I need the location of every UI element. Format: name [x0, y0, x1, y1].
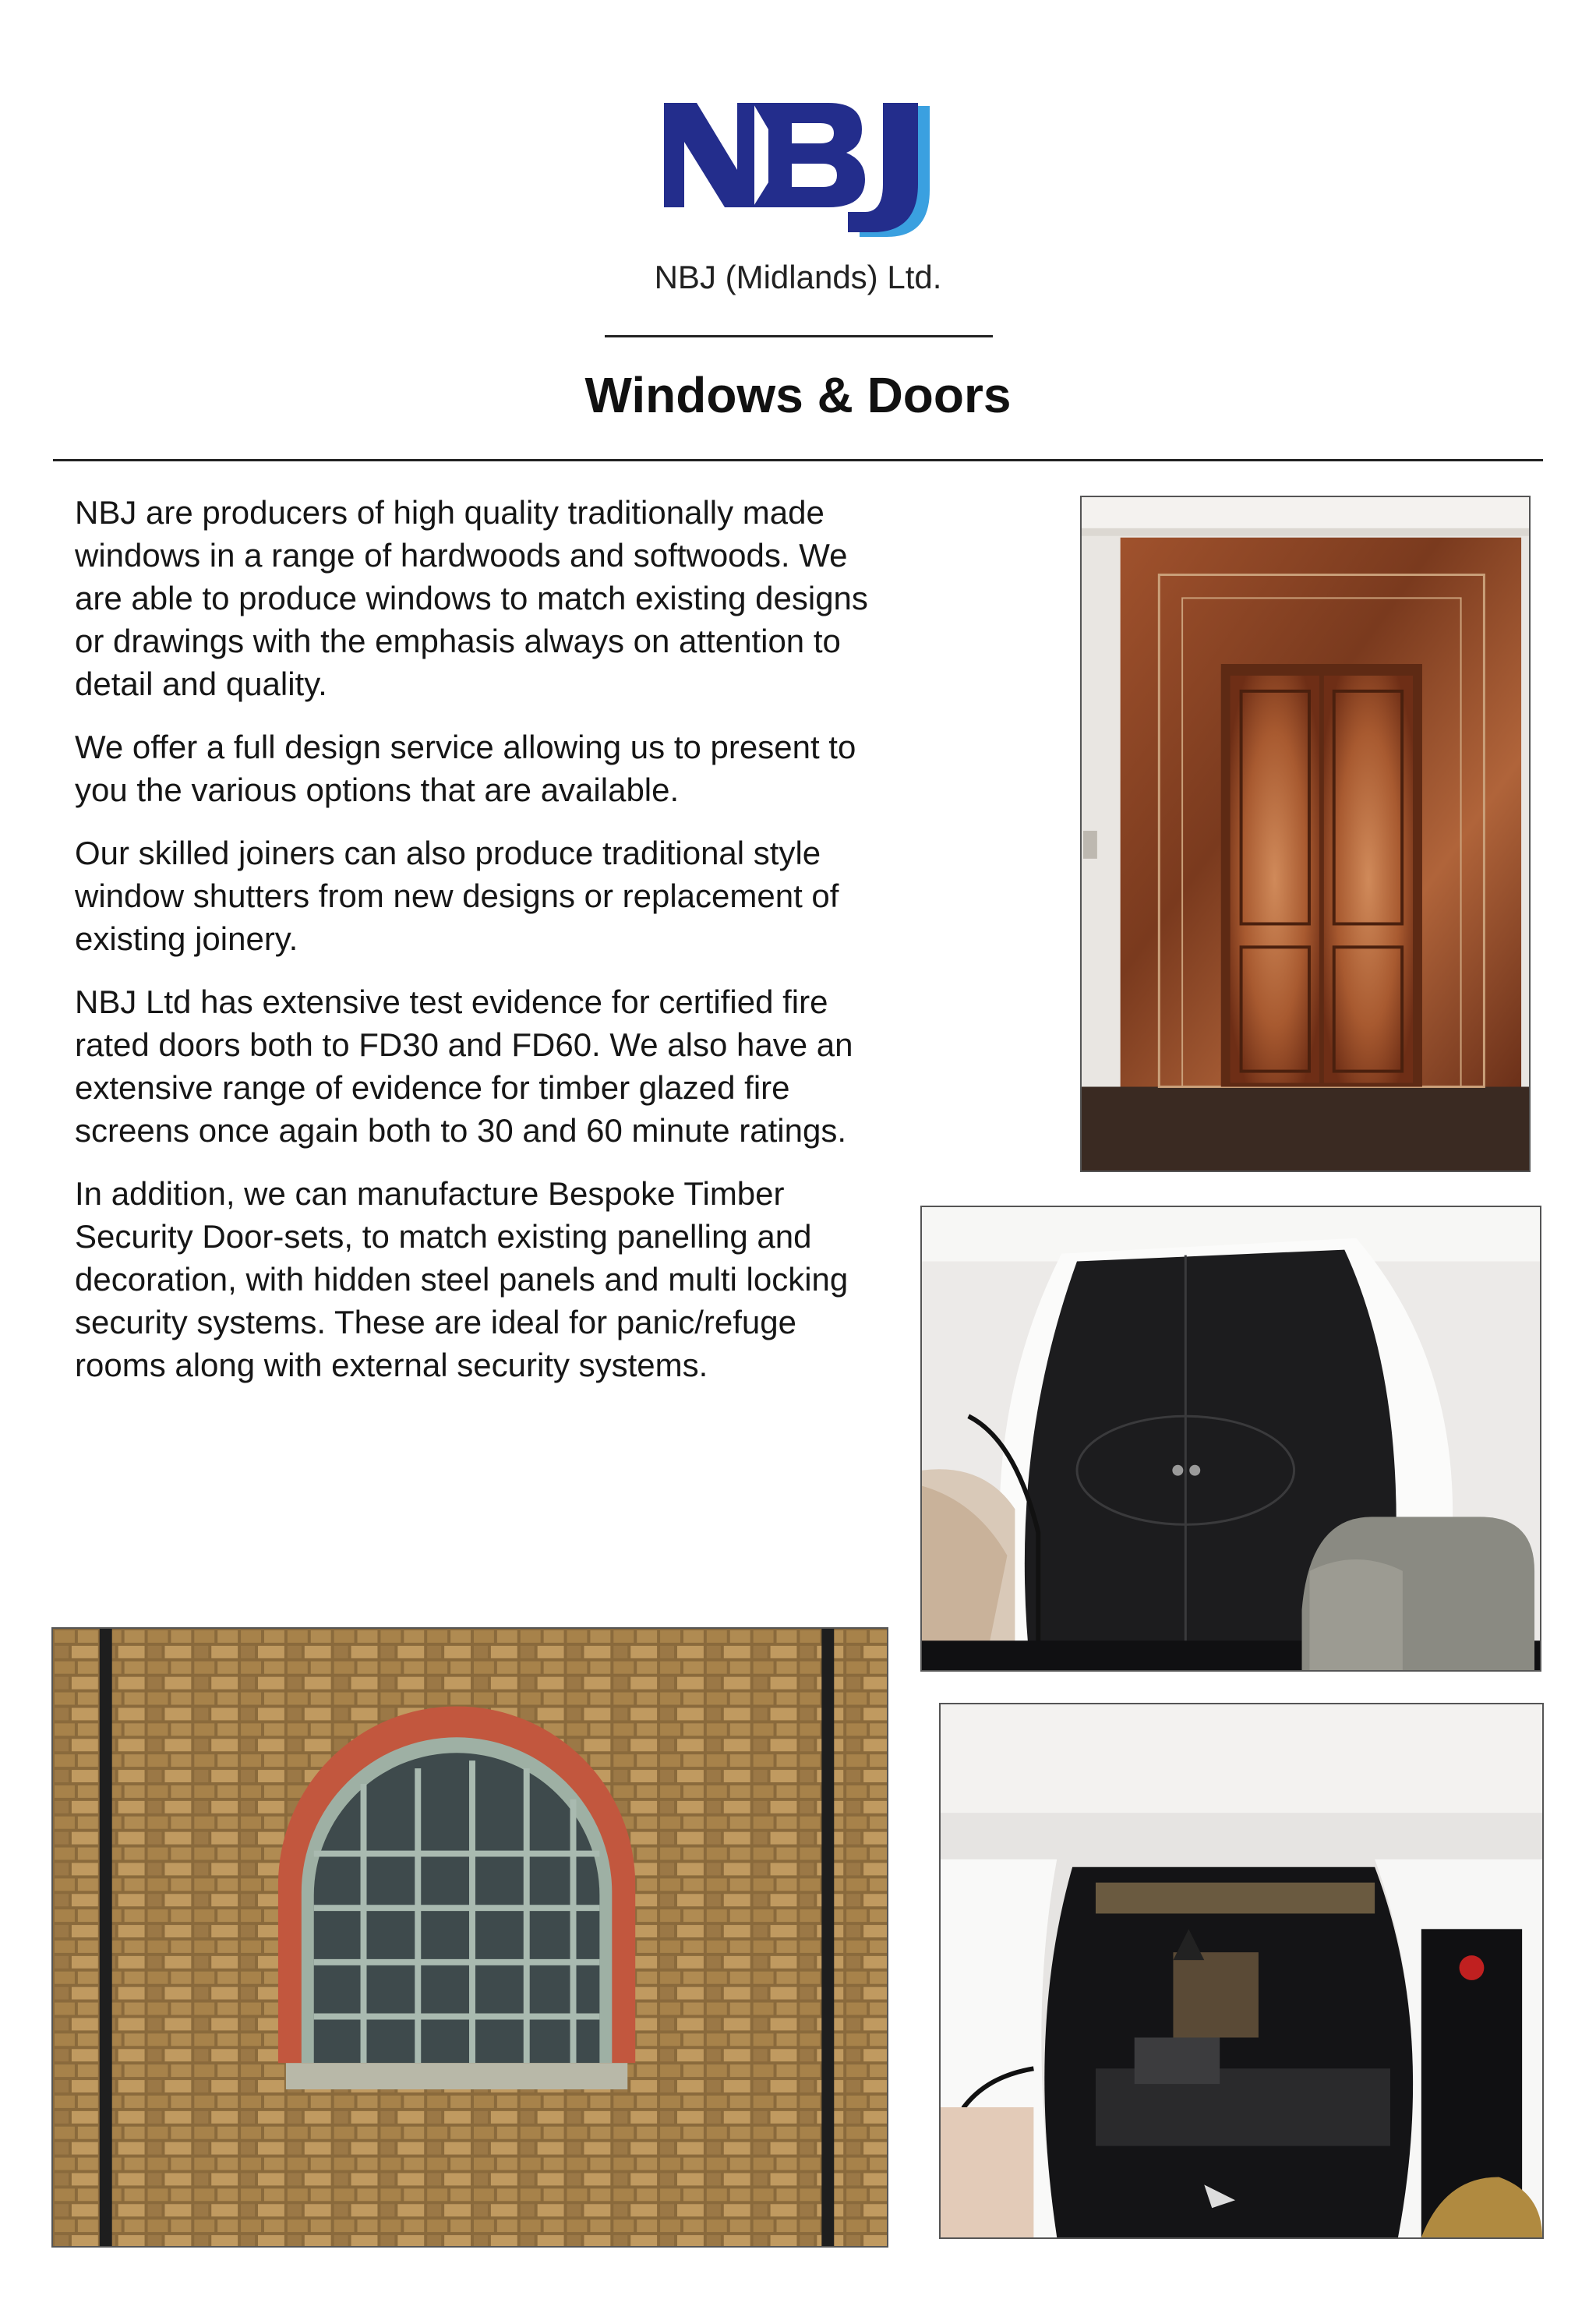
- paragraph-fire-rated: NBJ Ltd has extensive test evidence for certified fire rated doors both to FD30 and FD60. We also have an extensive range of evidence for timber glazed fire screens once again both to 30 and 60 minute ratings.: [75, 983, 853, 1149]
- photo-arched-window: [51, 1627, 888, 2248]
- company-name: NBJ (Midlands) Ltd.: [654, 259, 942, 295]
- header-divider-long: [53, 459, 1543, 461]
- header-divider-short: [605, 335, 993, 337]
- photo-interior-archway: [939, 1703, 1544, 2239]
- paragraph-design-service: We offer a full design service allowing us to present to you the various options that are available.: [75, 729, 856, 808]
- page-title: Windows & Doors: [584, 367, 1012, 423]
- paragraph-intro: NBJ are producers of high quality traditionally made windows in a range of hardwoods and softwoods. We are able to produce windows to match existing designs or drawings with the emphasis always on attention to detail and quality.: [75, 494, 868, 702]
- body-text: [75, 491, 870, 1407]
- photo-black-security-doors: [920, 1206, 1541, 1672]
- nbj-logo: [661, 98, 949, 246]
- logo-text: NBJ: [661, 98, 662, 99]
- photo-wooden-double-doors: [1080, 496, 1531, 1172]
- paragraph-security: In addition, we can manufacture Bespoke Timber Security Door-sets, to match existing panelling and decoration, with hidden steel panels and multi locking security systems. These are ideal for panic/refuge rooms along with external security systems.: [75, 1175, 849, 1383]
- paragraph-shutters: Our skilled joiners can also produce traditional style window shutters from new designs or replacement of existing joinery.: [75, 835, 839, 957]
